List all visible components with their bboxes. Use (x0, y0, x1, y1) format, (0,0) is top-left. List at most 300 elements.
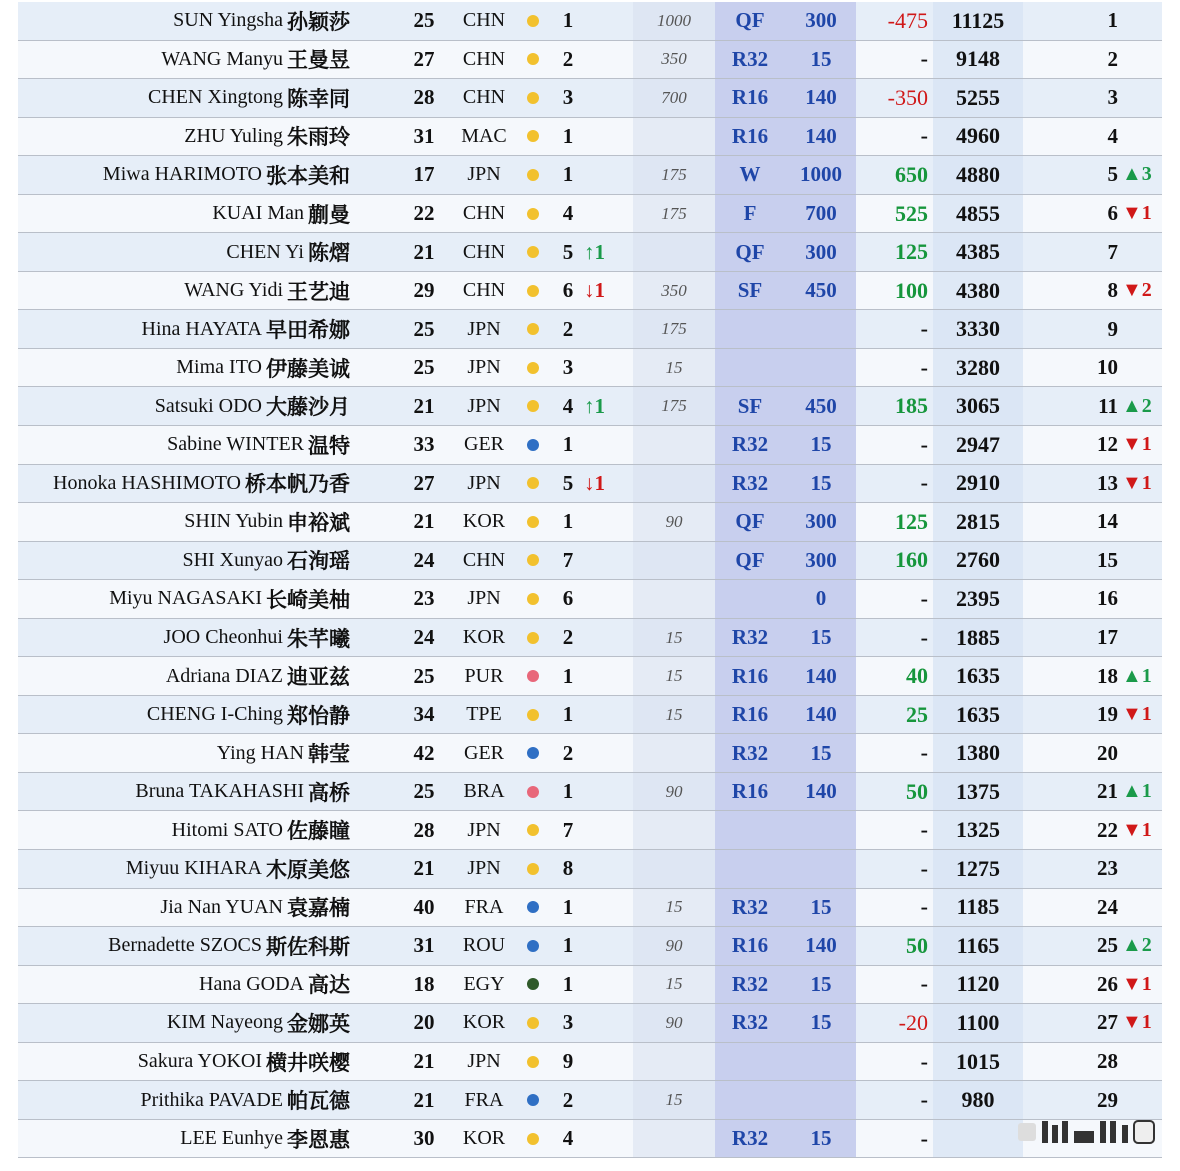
event-points: 15 (810, 1010, 832, 1035)
points-difference: - (920, 123, 928, 149)
player-name-cn: 王艺迪 (287, 279, 350, 304)
world-rank: 2 (1107, 46, 1118, 71)
previous-points: 175 (661, 203, 687, 223)
national-rank: 2 (562, 1087, 574, 1112)
player-name (182, 542, 350, 580)
total-points: 11125 (951, 7, 1005, 33)
points-difference: - (920, 894, 928, 920)
event-points: 300 (805, 547, 837, 572)
table-row (18, 2, 1162, 41)
player-nation: PUR (464, 664, 504, 687)
event-points (786, 349, 856, 387)
player-nation: GER (464, 433, 504, 456)
table-row (18, 156, 1162, 195)
national-rank-change (584, 734, 624, 772)
world-rank-movement (1122, 1043, 1162, 1081)
player-name-cn: 韩莹 (308, 742, 350, 767)
event-points: 140 (805, 702, 837, 727)
total-points: 1635 (956, 663, 1000, 689)
total-points: 1325 (956, 817, 1000, 843)
points-difference: 40 (906, 663, 928, 689)
continent-dot-icon (526, 811, 540, 849)
national-rank-change (584, 310, 624, 348)
table-row (18, 195, 1162, 234)
national-rank-change (584, 811, 624, 849)
total-points: 3065 (956, 393, 1000, 419)
national-rank: 6 (562, 278, 574, 303)
world-rank: 18 (1097, 663, 1118, 688)
player-name-cn: 高达 (308, 973, 350, 998)
event-stage: R32 (731, 625, 769, 650)
player-age: 33 (413, 432, 435, 457)
world-rank-movement: ▲2 (1122, 394, 1152, 417)
player-name (155, 387, 350, 425)
continent-dot-icon (526, 310, 540, 348)
player-name (161, 41, 350, 79)
event-points: 140 (805, 123, 837, 148)
world-rank-movement (1122, 118, 1162, 156)
world-rank: 27 (1097, 1010, 1118, 1035)
player-name-en: Jia Nan YUAN (160, 895, 283, 918)
ranking-table (18, 2, 1162, 1158)
player-name-en: Honoka HASHIMOTO (53, 471, 241, 494)
previous-points (635, 1043, 713, 1081)
national-rank: 2 (562, 316, 574, 341)
national-rank: 4 (562, 1126, 574, 1151)
national-rank-change: ↓1 (584, 278, 605, 303)
points-difference: - (920, 1048, 928, 1074)
national-rank-change (584, 349, 624, 387)
world-rank-movement (1122, 41, 1162, 79)
event-stage: SF (737, 393, 763, 418)
player-name-cn: 石洵瑶 (287, 549, 350, 574)
total-points (933, 1120, 1023, 1158)
player-name-en: SUN Yingsha (173, 9, 283, 32)
world-rank-movement (1122, 542, 1162, 580)
points-difference: -20 (898, 1009, 928, 1035)
player-name-cn: 迪亚兹 (287, 665, 350, 690)
event-stage (718, 811, 782, 849)
previous-points (635, 465, 713, 503)
previous-points: 15 (665, 704, 683, 724)
player-name-en: Bernadette SZOCS (108, 934, 262, 957)
world-rank-movement (1122, 310, 1162, 348)
player-name-en: Hitomi SATO (171, 818, 283, 841)
national-rank-change (584, 773, 624, 811)
previous-points (635, 850, 713, 888)
continent-dot-icon (526, 465, 540, 503)
continent-dot-icon (526, 156, 540, 194)
event-stage: R16 (731, 702, 769, 727)
event-stage (718, 1081, 782, 1119)
player-name (141, 1081, 350, 1119)
player-age: 27 (413, 470, 435, 495)
continent-dot-icon (526, 927, 540, 965)
player-age: 34 (413, 702, 435, 727)
total-points: 2760 (956, 547, 1000, 573)
player-nation: KOR (462, 626, 506, 649)
previous-points: 15 (665, 897, 683, 917)
player-age: 40 (413, 894, 435, 919)
total-points: 2910 (956, 470, 1000, 496)
event-stage: QF (735, 239, 765, 264)
player-age: 42 (413, 740, 435, 765)
table-row (18, 1081, 1162, 1120)
player-name-en: Bruna TAKAHASHI (135, 780, 304, 803)
player-name-en: KIM Nayeong (166, 1011, 283, 1034)
national-rank: 1 (562, 123, 574, 148)
player-name-en: Sabine WINTER (167, 433, 304, 456)
table-row (18, 118, 1162, 157)
previous-points: 350 (661, 49, 687, 69)
player-nation: JPN (467, 1050, 501, 1073)
world-rank-movement: ▼1 (1122, 471, 1152, 494)
player-name-cn: 横井咲樱 (266, 1050, 350, 1075)
points-difference: 50 (906, 778, 928, 804)
world-rank: 20 (1097, 740, 1118, 765)
total-points: 9148 (956, 46, 1000, 72)
world-rank: 14 (1097, 509, 1118, 534)
player-name-en: Mima ITO (176, 356, 262, 379)
world-rank: 10 (1097, 355, 1118, 380)
player-name (226, 233, 350, 271)
player-name-cn: 张本美和 (266, 163, 350, 188)
player-name-en: Prithika PAVADE (140, 1088, 283, 1111)
table-row (18, 310, 1162, 349)
world-rank-movement: ▲1 (1122, 780, 1152, 803)
previous-points: 175 (661, 319, 687, 339)
player-name-cn: 高桥 (308, 780, 350, 805)
national-rank: 3 (562, 355, 574, 380)
world-rank: 9 (1107, 316, 1118, 341)
world-rank-movement: ▼1 (1122, 818, 1152, 841)
points-difference: - (920, 855, 928, 881)
event-stage: QF (735, 8, 765, 33)
points-difference: - (920, 316, 928, 342)
player-nation: JPN (467, 857, 501, 880)
player-nation: TPE (466, 703, 502, 726)
player-name (217, 734, 350, 772)
table-row (18, 387, 1162, 426)
player-nation: FRA (464, 895, 504, 918)
event-points: 140 (805, 779, 837, 804)
previous-points: 90 (665, 781, 683, 801)
player-nation: CHN (462, 279, 506, 302)
points-difference: 25 (906, 701, 928, 727)
national-rank-change (584, 850, 624, 888)
world-rank: 28 (1097, 1049, 1118, 1074)
world-rank-movement (1122, 734, 1162, 772)
points-difference: - (920, 354, 928, 380)
event-points (786, 1081, 856, 1119)
total-points: 1120 (956, 971, 1000, 997)
previous-points: 700 (661, 87, 687, 107)
event-stage: R16 (731, 933, 769, 958)
player-nation: KOR (462, 510, 506, 533)
player-name-cn: 朱芊曦 (287, 626, 350, 651)
world-rank-movement: ▼2 (1122, 279, 1152, 302)
player-name-en: SHI Xunyao (182, 548, 283, 571)
world-rank: 19 (1097, 702, 1118, 727)
total-points: 4385 (956, 239, 1000, 265)
player-name (184, 118, 350, 156)
player-name-cn: 金娜英 (287, 1011, 350, 1036)
continent-dot-icon (526, 1004, 540, 1042)
points-difference: 525 (895, 200, 928, 226)
player-name-cn: 桥本帆乃香 (245, 472, 350, 497)
player-name-cn: 陈幸同 (287, 86, 350, 111)
world-rank: 22 (1097, 817, 1118, 842)
national-rank: 1 (562, 779, 574, 804)
national-rank: 5 (562, 239, 574, 264)
national-rank-change (584, 696, 624, 734)
world-rank-movement: ▲1 (1122, 664, 1152, 687)
world-rank: 3 (1107, 85, 1118, 110)
points-difference: 650 (895, 161, 928, 187)
player-age: 21 (413, 1087, 435, 1112)
table-row (18, 41, 1162, 80)
player-name (184, 503, 350, 541)
national-rank-change (584, 542, 624, 580)
player-name (160, 889, 350, 927)
national-rank-change (584, 966, 624, 1004)
event-points: 15 (810, 432, 832, 457)
player-name (212, 195, 350, 233)
player-age: 21 (413, 1049, 435, 1074)
continent-dot-icon (526, 1081, 540, 1119)
player-name-en: Satsuki ODO (154, 394, 262, 417)
national-rank: 1 (562, 8, 574, 33)
world-rank: 13 (1097, 470, 1118, 495)
previous-points: 175 (661, 164, 687, 184)
national-rank: 2 (562, 625, 574, 650)
player-nation: KOR (462, 1127, 506, 1150)
previous-points: 15 (665, 1090, 683, 1110)
player-name (148, 79, 350, 117)
event-points: 140 (805, 663, 837, 688)
player-name-en: Sakura YOKOI (137, 1050, 262, 1073)
player-age: 23 (413, 586, 435, 611)
player-age: 27 (413, 46, 435, 71)
player-nation: CHN (462, 240, 506, 263)
player-name (138, 1043, 350, 1081)
table-row (18, 657, 1162, 696)
points-difference: 160 (895, 547, 928, 573)
total-points: 2395 (956, 585, 1000, 611)
event-points: 15 (810, 740, 832, 765)
national-rank: 4 (562, 201, 574, 225)
event-points: 300 (805, 239, 837, 264)
event-stage: R32 (731, 470, 769, 495)
table-row (18, 1004, 1162, 1043)
player-name (184, 272, 350, 310)
event-stage (718, 310, 782, 348)
table-row (18, 811, 1162, 850)
total-points: 1635 (956, 701, 1000, 727)
table-row (18, 619, 1162, 658)
player-age: 20 (413, 1010, 435, 1035)
event-stage: R16 (731, 663, 769, 688)
total-points: 4380 (956, 277, 1000, 303)
national-rank-change (584, 1120, 624, 1158)
points-difference: - (920, 624, 928, 650)
player-age: 25 (413, 663, 435, 688)
player-age: 21 (413, 239, 435, 264)
world-rank-movement (1122, 349, 1162, 387)
event-points: 0 (815, 586, 827, 611)
previous-points: 15 (665, 627, 683, 647)
points-difference: - (920, 817, 928, 843)
points-difference: - (920, 1087, 928, 1113)
world-rank-movement (1122, 850, 1162, 888)
national-rank-change (584, 503, 624, 541)
world-rank-movement (1122, 580, 1162, 618)
national-rank: 4 (562, 393, 574, 418)
continent-dot-icon (526, 734, 540, 772)
table-row (18, 233, 1162, 272)
event-points: 15 (810, 46, 832, 71)
player-name-en: JOO Cheonhui (163, 626, 283, 649)
table-row (18, 1043, 1162, 1082)
national-rank-change: ↓1 (584, 470, 605, 495)
player-name (167, 1004, 350, 1042)
event-stage: R32 (731, 894, 769, 919)
world-rank-movement (1122, 1081, 1162, 1119)
national-rank-change: ↑1 (584, 239, 605, 264)
event-stage: SF (737, 278, 763, 303)
national-rank: 1 (562, 162, 574, 187)
previous-points: 1000 (657, 10, 691, 30)
total-points: 1100 (956, 1009, 1000, 1035)
national-rank: 1 (562, 702, 574, 727)
points-difference: -350 (887, 84, 928, 110)
previous-points (635, 1120, 713, 1158)
player-name-cn: 木原美悠 (266, 857, 350, 882)
national-rank: 1 (562, 933, 574, 958)
player-age: 25 (413, 8, 435, 33)
player-nation: FRA (464, 1088, 504, 1111)
previous-points: 15 (665, 974, 683, 994)
national-rank-change (584, 657, 624, 695)
player-name (126, 850, 350, 888)
player-age: 22 (413, 201, 435, 225)
event-points (786, 811, 856, 849)
national-rank: 3 (562, 85, 574, 110)
total-points: 980 (961, 1087, 995, 1113)
world-rank-movement: ▼1 (1122, 202, 1152, 224)
player-nation: CHN (462, 548, 506, 571)
player-name-en: WANG Yidi (184, 279, 283, 302)
player-age: 25 (413, 355, 435, 380)
player-name-en: LEE Eunhye (180, 1127, 283, 1150)
event-stage: W (739, 162, 761, 187)
player-name-en: CHENG I-Ching (146, 703, 283, 726)
world-rank: 12 (1097, 432, 1118, 457)
table-row (18, 272, 1162, 311)
event-points: 140 (805, 85, 837, 110)
world-rank: 6 (1107, 201, 1118, 225)
continent-dot-icon (526, 195, 540, 233)
table-row (18, 889, 1162, 928)
player-name (167, 426, 350, 464)
player-name (199, 966, 350, 1004)
world-rank-movement (1122, 503, 1162, 541)
total-points: 1375 (956, 778, 1000, 804)
national-rank-change (584, 1043, 624, 1081)
world-rank: 11 (1098, 393, 1118, 418)
table-row (18, 927, 1162, 966)
player-age: 21 (413, 509, 435, 534)
player-name-en: ZHU Yuling (184, 124, 283, 147)
total-points: 1015 (956, 1048, 1000, 1074)
continent-dot-icon (526, 118, 540, 156)
player-name-cn: 袁嘉楠 (287, 896, 350, 921)
national-rank-change: ↑1 (584, 393, 605, 418)
national-rank: 1 (562, 509, 574, 534)
previous-points (635, 426, 713, 464)
player-name (173, 2, 350, 40)
previous-points (635, 542, 713, 580)
player-name-cn: 李恩惠 (287, 1127, 350, 1152)
continent-dot-icon (526, 773, 540, 811)
event-points: 140 (805, 933, 837, 958)
event-points (786, 850, 856, 888)
points-difference: - (920, 470, 928, 496)
previous-points: 15 (665, 357, 683, 377)
world-rank: 7 (1107, 239, 1118, 264)
continent-dot-icon (526, 233, 540, 271)
national-rank: 6 (562, 586, 574, 611)
world-rank-movement (1122, 2, 1162, 40)
world-rank: 25 (1097, 933, 1118, 958)
player-nation: CHN (462, 202, 506, 224)
world-rank: 24 (1097, 894, 1118, 919)
total-points: 1885 (956, 624, 1000, 650)
player-age: 29 (413, 278, 435, 303)
player-name-cn: 郑怡静 (287, 703, 350, 728)
player-nation: JPN (467, 471, 501, 494)
previous-points: 90 (665, 935, 683, 955)
continent-dot-icon (526, 2, 540, 40)
world-rank: 8 (1107, 278, 1118, 303)
player-name-cn: 蒯曼 (308, 202, 350, 227)
player-nation: JPN (467, 356, 501, 379)
player-age: 28 (413, 85, 435, 110)
world-rank-movement: ▼1 (1122, 972, 1152, 995)
player-name (109, 580, 350, 618)
points-difference: 125 (895, 508, 928, 534)
player-name-cn: 温特 (308, 433, 350, 458)
event-points: 300 (805, 8, 837, 33)
total-points: 3280 (956, 354, 1000, 380)
total-points: 1165 (956, 932, 1000, 958)
total-points: 1275 (956, 855, 1000, 881)
previous-points: 15 (665, 666, 683, 686)
player-age: 25 (413, 316, 435, 341)
table-row (18, 850, 1162, 889)
event-points: 450 (805, 278, 837, 303)
player-name-cn: 孙颖莎 (287, 9, 350, 34)
player-name-en: Hina HAYATA (141, 317, 262, 340)
points-difference: - (920, 431, 928, 457)
national-rank-change (584, 889, 624, 927)
previous-points (635, 233, 713, 271)
continent-dot-icon (526, 387, 540, 425)
national-rank: 2 (562, 46, 574, 71)
national-rank-change (584, 195, 624, 233)
world-rank-movement (1122, 233, 1162, 271)
event-points: 15 (810, 894, 832, 919)
